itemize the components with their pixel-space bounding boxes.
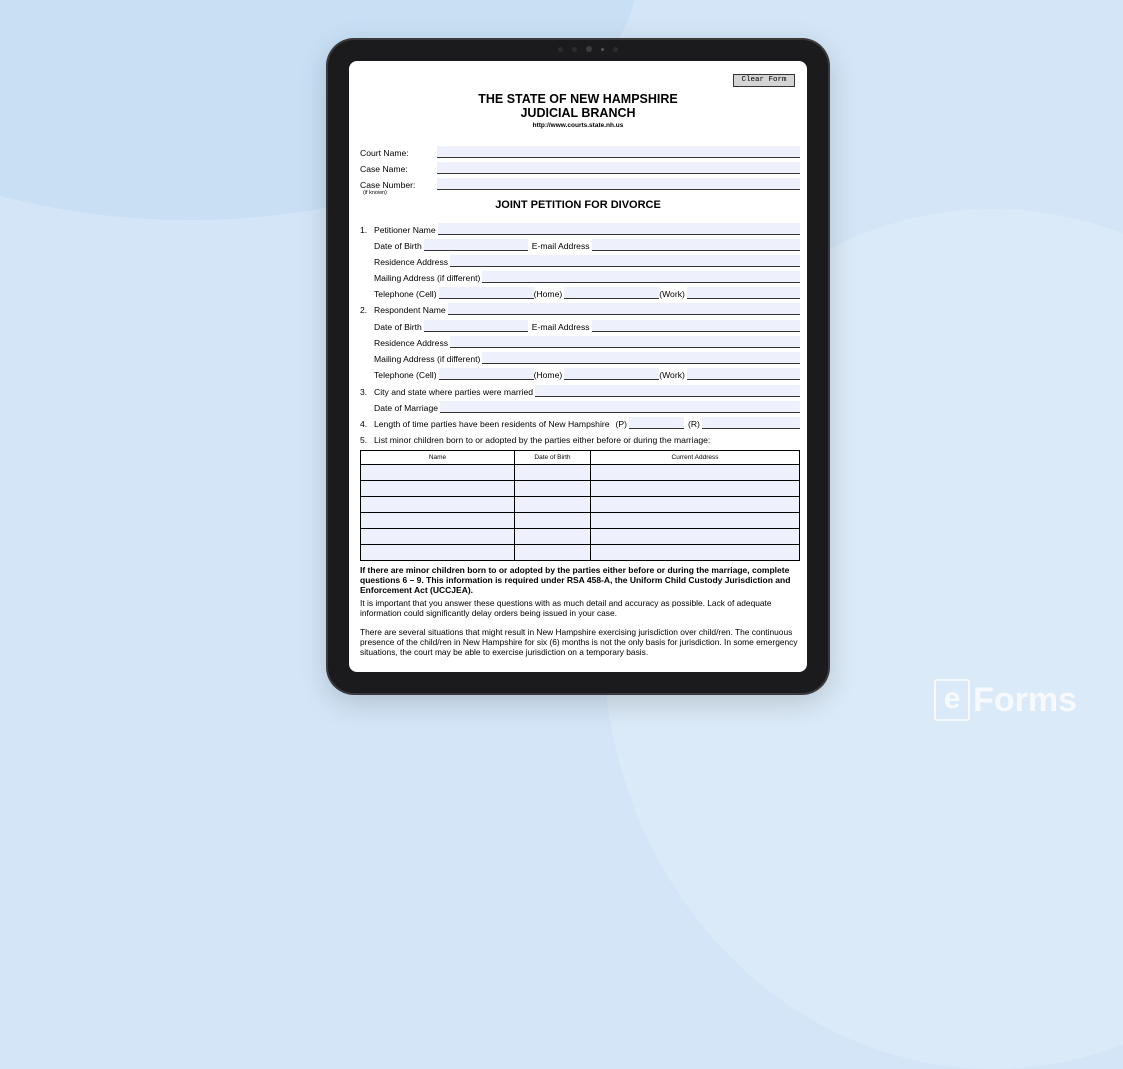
petitioner-cell-field[interactable] (439, 287, 534, 299)
form-title: JOINT PETITION FOR DIVORCE (495, 199, 661, 211)
child-dob-cell[interactable] (515, 481, 591, 497)
petitioner-email-label: E-mail Address (531, 241, 590, 251)
accuracy-paragraph: It is important that you answer these questions with as much detail and accuracy as possible. Lack of adequate information could significantly delay orders being issued in your case. (360, 598, 772, 618)
question-number: 2. (360, 305, 368, 315)
residency-p-label: (P) (615, 419, 627, 429)
respondent-residence-label: Residence Address (374, 338, 449, 348)
child-name-cell[interactable] (361, 513, 515, 529)
child-name-cell[interactable] (361, 545, 515, 561)
respondent-cell-label: Telephone (Cell) (374, 370, 437, 380)
child-name-cell[interactable] (361, 465, 515, 481)
child-address-cell[interactable] (591, 529, 800, 545)
child-address-cell[interactable] (591, 545, 800, 561)
camera-dot (572, 47, 577, 52)
respondent-mailing-label: Mailing Address (if different) (374, 354, 481, 364)
camera-dot (613, 47, 618, 52)
camera-lens-icon (586, 46, 592, 52)
form-page (349, 61, 807, 672)
table-row (361, 481, 800, 497)
residency-row (360, 416, 800, 429)
court-url: http://www.courts.state.nh.us (532, 122, 624, 129)
respondent-name-row (360, 302, 800, 315)
children-question-text: List minor children born to or adopted by the parties either before or during the marriage: (374, 435, 711, 445)
petitioner-phone-row (374, 286, 800, 299)
table-row (361, 497, 800, 513)
child-dob-cell[interactable] (515, 513, 591, 529)
child-address-cell[interactable] (591, 481, 800, 497)
marriage-place-field[interactable] (535, 385, 800, 397)
respondent-residence-row (374, 335, 800, 348)
marriage-date-field[interactable] (440, 401, 800, 413)
respondent-work-label: (Work) (659, 370, 685, 380)
marriage-place-row (360, 384, 800, 397)
petitioner-name-label: Petitioner Name (374, 225, 436, 235)
respondent-name-label: Respondent Name (374, 305, 446, 315)
case-number-field[interactable] (437, 178, 800, 190)
uccjea-notice: If there are minor children born to or adopted by the parties either before or during the marriage, complete questions 6 – 9. This information is required under RSA 458-A, the Uniform Child Custody Jurisdiction and Enforcement Act (UCCJEA). (360, 565, 791, 595)
column-header-address: Current Address (591, 451, 800, 465)
petitioner-dob-row (374, 238, 800, 251)
petitioner-work-label: (Work) (659, 289, 685, 299)
residency-p-field[interactable] (629, 417, 684, 429)
child-address-cell[interactable] (591, 465, 800, 481)
child-dob-cell[interactable] (515, 497, 591, 513)
child-name-cell[interactable] (361, 497, 515, 513)
petitioner-name-row (360, 222, 800, 235)
jurisdiction-paragraph: There are several situations that might result in New Hampshire exercising jurisdiction over child/ren. The continuous presence of the child/ren in New Hampshire for six (6) months is not the only basis for jurisdiction. In some emergency situations, the court may be able to exercise jurisdiction on a temporary basis. (360, 627, 798, 657)
question-number: 5. (360, 435, 368, 445)
residency-r-label: (R) (687, 419, 700, 429)
marriage-date-label: Date of Marriage (374, 403, 439, 413)
court-name-field[interactable] (437, 146, 800, 158)
respondent-cell-field[interactable] (439, 368, 534, 380)
table-row (361, 465, 800, 481)
petitioner-mailing-label: Mailing Address (if different) (374, 273, 481, 283)
respondent-residence-field[interactable] (450, 336, 800, 348)
respondent-dob-label: Date of Birth (374, 322, 422, 332)
petitioner-mailing-row (374, 270, 800, 283)
marriage-date-row (374, 400, 800, 413)
court-name-label: Court Name: (360, 148, 409, 158)
respondent-phone-row (374, 367, 800, 380)
state-heading: THE STATE OF NEW HAMPSHIRE (478, 92, 678, 106)
children-question-row (360, 432, 800, 445)
case-name-label: Case Name: (360, 164, 408, 174)
petitioner-dob-field[interactable] (424, 239, 528, 251)
respondent-home-field[interactable] (564, 368, 659, 380)
petitioner-home-label: (Home) (533, 289, 563, 299)
petitioner-email-field[interactable] (592, 239, 800, 251)
respondent-email-field[interactable] (592, 320, 800, 332)
table-row (361, 529, 800, 545)
if-known-note: (if known) (363, 190, 387, 196)
camera-bar (558, 46, 618, 52)
petitioner-cell-label: Telephone (Cell) (374, 289, 437, 299)
respondent-mailing-field[interactable] (482, 352, 800, 364)
respondent-email-label: E-mail Address (531, 322, 590, 332)
camera-dot (601, 48, 604, 51)
child-dob-cell[interactable] (515, 465, 591, 481)
case-name-field[interactable] (437, 162, 800, 174)
question-number: 1. (360, 225, 368, 235)
petitioner-residence-label: Residence Address (374, 257, 449, 267)
child-dob-cell[interactable] (515, 545, 591, 561)
table-header-row (361, 451, 800, 465)
petitioner-home-field[interactable] (564, 287, 659, 299)
child-name-cell[interactable] (361, 481, 515, 497)
petitioner-residence-row (374, 254, 800, 267)
table-row (361, 545, 800, 561)
case-number-row (360, 177, 800, 190)
tablet-frame (328, 40, 828, 693)
eforms-e-icon: e (934, 679, 970, 721)
residency-r-field[interactable] (702, 417, 800, 429)
petitioner-dob-label: Date of Birth (374, 241, 422, 251)
respondent-name-field[interactable] (448, 303, 800, 315)
question-number: 4. (360, 419, 368, 429)
table-row (361, 513, 800, 529)
respondent-home-label: (Home) (533, 370, 563, 380)
respondent-dob-row (374, 319, 800, 332)
branch-heading: JUDICIAL BRANCH (520, 106, 636, 120)
clear-form-button[interactable]: Clear Form (733, 74, 795, 87)
child-name-cell[interactable] (361, 529, 515, 545)
question-number: 3. (360, 387, 368, 397)
respondent-work-field[interactable] (687, 368, 800, 380)
respondent-dob-field[interactable] (424, 320, 528, 332)
child-address-cell[interactable] (591, 513, 800, 529)
column-header-name: Name (361, 451, 515, 465)
eforms-wordmark: Forms (973, 680, 1077, 719)
child-address-cell[interactable] (591, 497, 800, 513)
court-name-row (360, 145, 800, 158)
petitioner-mailing-field[interactable] (482, 271, 800, 283)
marriage-place-label: City and state where parties were married (374, 387, 534, 397)
column-header-dob: Date of Birth (515, 451, 591, 465)
petitioner-work-field[interactable] (687, 287, 800, 299)
residency-label: Length of time parties have been residents of New Hampshire (374, 419, 610, 429)
eforms-watermark-logo (934, 679, 1077, 721)
children-table (360, 450, 800, 561)
respondent-mailing-row (374, 351, 800, 364)
case-number-label: Case Number: (360, 180, 416, 190)
child-dob-cell[interactable] (515, 529, 591, 545)
camera-dot (558, 47, 563, 52)
petitioner-residence-field[interactable] (450, 255, 800, 267)
petitioner-name-field[interactable] (438, 223, 800, 235)
case-name-row (360, 161, 800, 174)
